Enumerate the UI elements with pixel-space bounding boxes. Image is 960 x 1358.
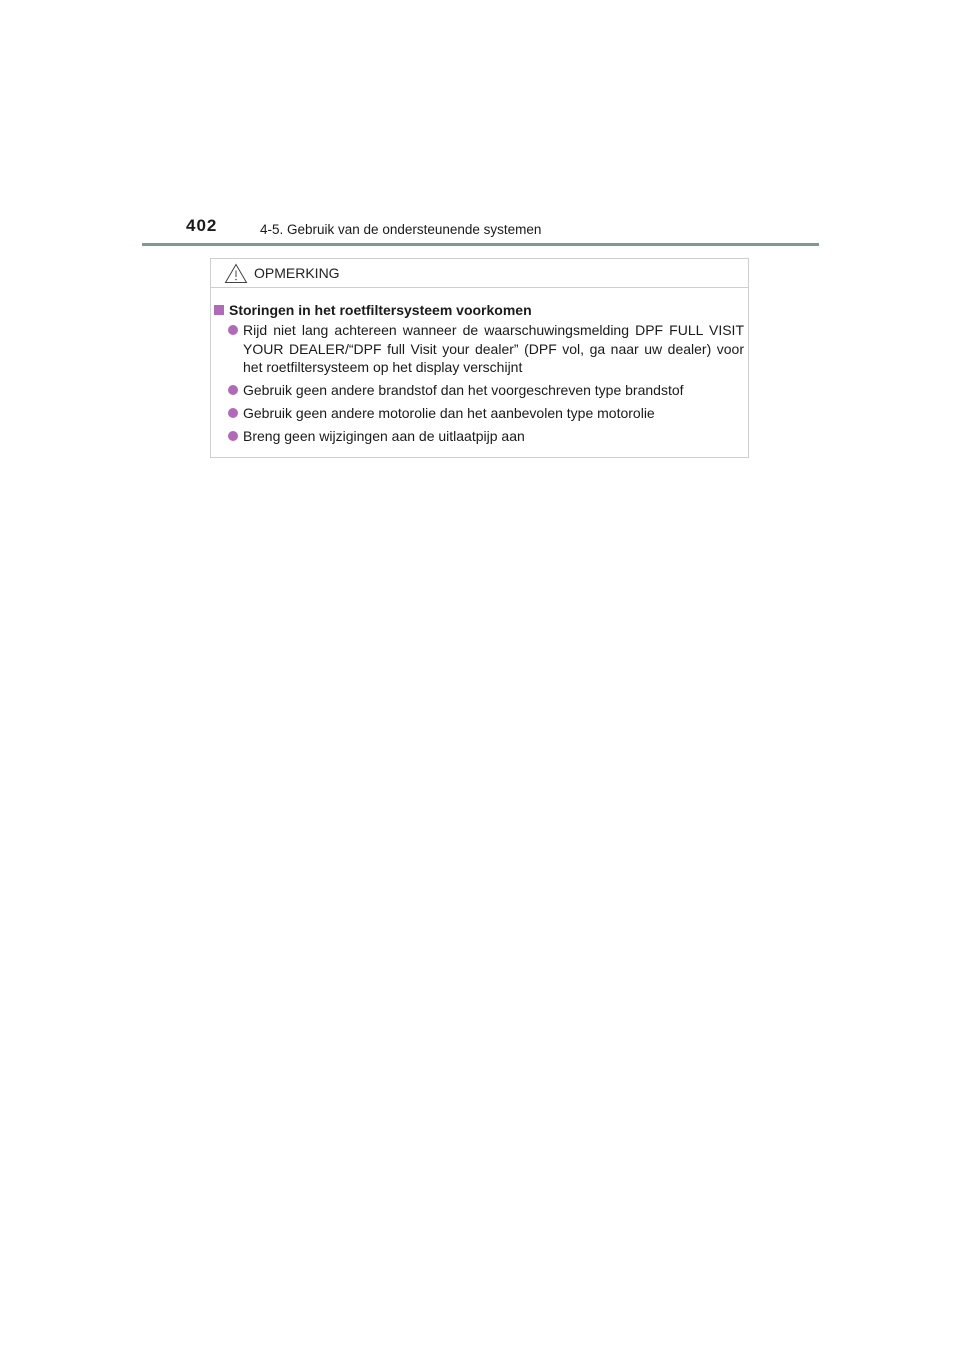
- round-bullet-icon: [228, 385, 238, 395]
- square-bullet-icon: [214, 305, 224, 315]
- round-bullet-icon: [228, 431, 238, 441]
- page-number: 402: [186, 216, 218, 235]
- notice-box: [210, 258, 749, 458]
- notice-header: [211, 259, 748, 288]
- list-item: [228, 381, 744, 400]
- list-item: [228, 404, 744, 423]
- list-item-text: Breng geen wijzigingen aan de uitlaatpijp aan: [243, 428, 525, 444]
- list-item: [228, 427, 744, 446]
- list-item-text: Gebruik geen andere brandstof dan het voorgeschreven type brandstof: [243, 382, 684, 398]
- list-item-text: Gebruik geen andere motorolie dan het aanbevolen type motorolie: [243, 405, 655, 421]
- notice-title: OPMERKING: [254, 265, 340, 281]
- notice-subheading: [214, 302, 532, 318]
- list-item: [228, 321, 744, 377]
- round-bullet-icon: [228, 325, 238, 335]
- notice-subheading-text: Storingen in het roetfiltersysteem voorkomen: [229, 302, 532, 318]
- warning-triangle-icon: [224, 263, 248, 284]
- bullet-list: [228, 321, 744, 450]
- header-divider: [142, 243, 819, 246]
- round-bullet-icon: [228, 408, 238, 418]
- list-item-text: Rijd niet lang achtereen wanneer de waarschuwingsmelding DPF FULL VISIT YOUR DEALER/“DPF full Visit your dealer” (DPF vol, ga naar uw dealer) voor het roetfiltersysteem op het display verschijnt: [243, 322, 744, 375]
- section-title: 4-5. Gebruik van de ondersteunende systemen: [260, 222, 542, 237]
